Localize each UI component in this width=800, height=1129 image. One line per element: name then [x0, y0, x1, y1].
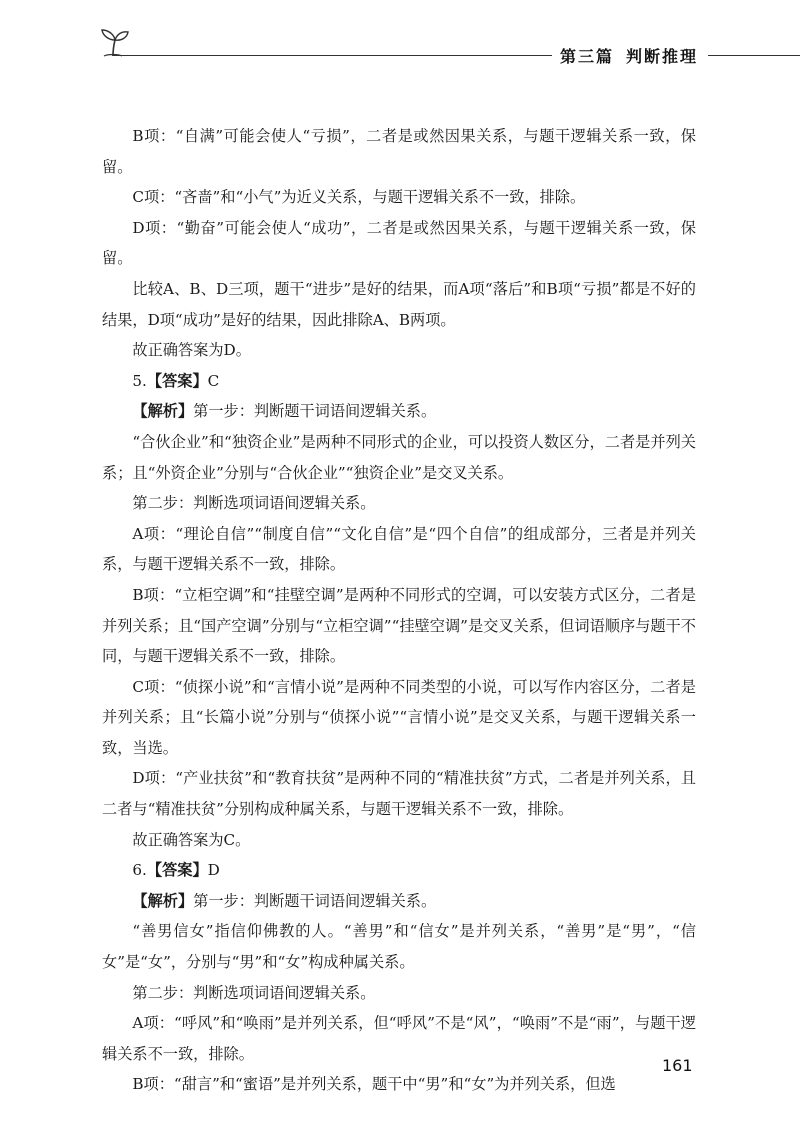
paragraph: D项：“产业扶贫”和“教育扶贫”是两种不同的“精准扶贫”方式，二者是并列关系，且二者与“精准扶贫”分别构成种属关系，与题干逻辑关系不一致，排除。: [102, 769, 696, 819]
paragraph-text: 第一步：判断题干词语间逻辑关系。: [193, 402, 437, 421]
paragraph: 故正确答案为C。: [132, 830, 251, 849]
paragraph: 第二步：判断选项词语间逻辑关系。: [132, 494, 376, 513]
paragraph: B项：“立柜空调”和“挂壁空调”是两种不同形式的空调，可以安装方式区分，二者是并列关系；且“国产空调”分别与“立柜空调”“挂壁空调”是交叉关系，但词语顺序与题干不同，与题干逻辑关系不一致，排除。: [102, 585, 696, 666]
paragraph: 故正确答案为D。: [132, 341, 251, 360]
section-tag: 【解析】: [132, 402, 194, 421]
paragraph: C项：“侦探小说”和“言情小说”是两种不同类型的小说，可以写作内容区分，二者是并列关系；且“长篇小说”分别与“侦探小说”“言情小说”是交叉关系，与题干逻辑关系一致，当选。: [102, 677, 696, 757]
paragraph-text: C: [207, 371, 220, 390]
page-number: 161: [662, 1056, 693, 1075]
header-section-title: 判断推理: [626, 47, 699, 66]
paragraph-text: D: [207, 861, 220, 880]
paragraph: B项：“自满”可能会使人“亏损”，二者是或然因果关系，与题干逻辑关系一致，保留。: [102, 127, 696, 176]
question-number: 6.: [132, 861, 147, 880]
paragraph: [102, 396, 696, 427]
paragraph: C项：“吝啬”和“小气”为近义关系，与题干逻辑关系不一致，排除。: [132, 188, 586, 207]
paragraph: [102, 366, 696, 397]
paragraph: D项：“勤奋”可能会使人“成功”，二者是或然因果关系，与题干逻辑关系一致，保留。: [102, 218, 696, 268]
section-tag: 【答案】: [146, 371, 208, 390]
paragraph: 第二步：判断选项词语间逻辑关系。: [132, 983, 376, 1002]
header-rule-left: [112, 55, 552, 56]
section-tag: 【答案】: [146, 861, 208, 880]
sprout-icon: [100, 26, 130, 58]
page-header: [0, 0, 800, 80]
header-part: 第三篇: [560, 47, 615, 66]
paragraph: A项：“理论自信”“制度自信”“文化自信”是“四个自信”的组成部分，三者是并列关系，与题干逻辑关系不一致，排除。: [102, 524, 696, 574]
header-title: [560, 44, 704, 67]
paragraph: [102, 886, 696, 917]
question-number: 5.: [132, 371, 147, 390]
paragraph-text: 第一步：判断题干词语间逻辑关系。: [193, 891, 437, 910]
paragraph: B项：“甜言”和“蜜语”是并列关系，题干中“男”和“女”为并列关系，但选: [132, 1075, 616, 1094]
paragraph: 比较A、B、D三项，题干“进步”是好的结果，而A项“落后”和B项“亏损”都是不好的结果，D项“成功”是好的结果，因此排除A、B两项。: [102, 279, 696, 329]
paragraph: “善男信女”指信仰佛教的人。“善男”和“信女”是并列关系，“善男”是“男”，“信女”是“女”，分别与“男”和“女”构成种属关系。: [102, 922, 696, 972]
paragraph: “合伙企业”和“独资企业”是两种不同形式的企业，可以投资人数区分，二者是并列关系；且“外资企业”分别与“合伙企业”“独资企业”是交叉关系。: [102, 432, 696, 482]
paragraph: A项：“呼风”和“唤雨”是并列关系，但“呼风”不是“风”，“唤雨”不是“雨”，与题干逻辑关系不一致，排除。: [102, 1014, 696, 1063]
body-text: [102, 121, 696, 1100]
section-tag: 【解析】: [132, 891, 194, 910]
header-rule-right: [708, 55, 800, 56]
paragraph: [102, 855, 696, 886]
